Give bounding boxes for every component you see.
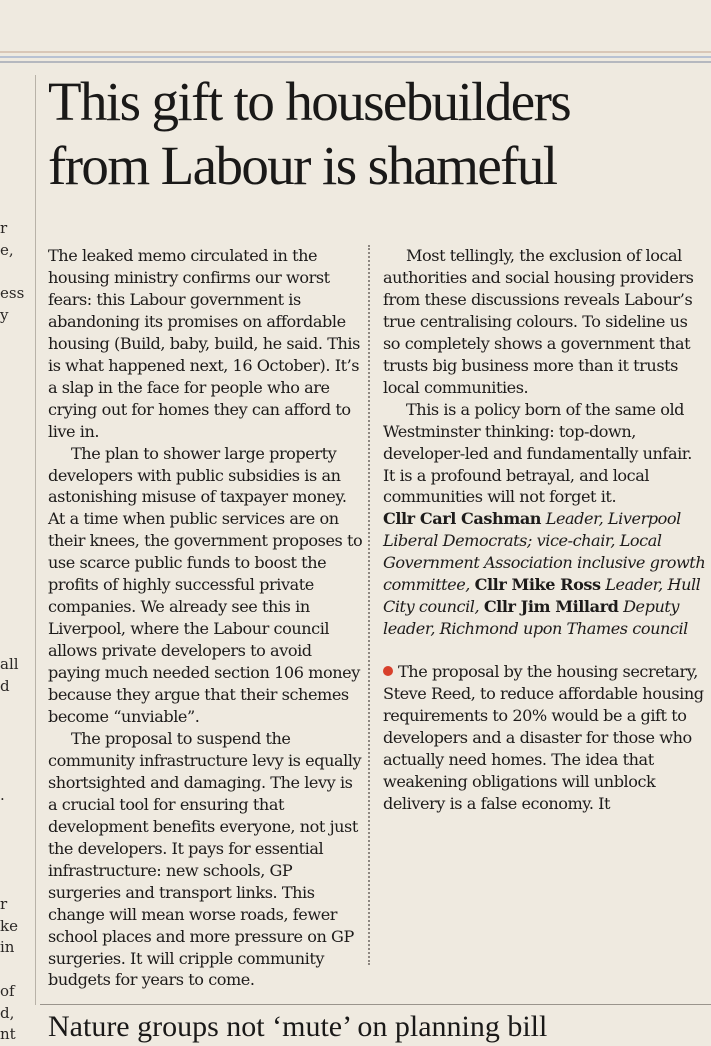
previous-column-fragment (0, 719, 24, 741)
previous-column-fragment: of (0, 981, 15, 1000)
previous-column-fragment (0, 959, 24, 981)
previous-column-fragment (0, 414, 24, 436)
previous-column-fragment (0, 567, 24, 589)
previous-column-fragment: d, (0, 1003, 15, 1022)
previous-column-fragment (0, 632, 24, 654)
previous-column-fragment: ess (0, 284, 25, 303)
previous-column-fragment (0, 589, 24, 611)
letter-column-1 (48, 245, 366, 991)
headline-line-1: This gift to housebuilders (48, 71, 571, 132)
previous-column-fragment (0, 828, 24, 850)
previous-column-fragment (0, 807, 24, 829)
article-headline (48, 70, 708, 198)
previous-column-fragment: ke (0, 916, 18, 935)
previous-column-fragment (0, 436, 24, 458)
previous-column-fragments (0, 218, 24, 1046)
previous-column-fragment (0, 741, 24, 763)
previous-column-fragment (0, 545, 24, 567)
letter2-paragraph (383, 661, 707, 815)
next-article-headline: Nature groups not ‘mute’ on planning bill (48, 1010, 548, 1043)
headline-line-2: from Labour is shameful (48, 135, 557, 196)
previous-column-fragment: all (0, 654, 19, 673)
signatory-2-role: Leader, Hull City council, (383, 575, 701, 617)
signatory-1-name: Cllr Carl Cashman (383, 509, 542, 529)
previous-column-fragment (0, 763, 24, 785)
previous-column-fragment: e, (0, 240, 14, 259)
signatory-1-role: Leader, Liverpool Liberal Democrats; vice-chair, Local Government Association inclusive growth committee, (383, 509, 706, 595)
bottom-rule (40, 1004, 711, 1005)
previous-column-fragment (0, 458, 24, 480)
letter1-paragraph-5: This is a policy born of the same old Westminster thinking: top-down, developer-led and fundamentally unfair. It is a profound betrayal, and local communities will not forget it. (383, 399, 692, 507)
previous-column-fragment (0, 392, 24, 414)
letter-column-2 (383, 245, 707, 815)
previous-column-fragment (0, 523, 24, 545)
letter1-paragraph-3: The proposal to suspend the community infrastructure levy is equally shortsighted and damaging. The levy is a crucial tool for ensuring that development benefits everyone, not just the developers. It pays for essential infrastructure: new schools, GP surgeries and transport links. This change will mean worse roads, fewer school places and more pressure on GP surgeries. It will cripple community budgets for years to come. (48, 728, 362, 990)
previous-column-fragment: . (0, 785, 5, 804)
previous-column-fragment: r (0, 219, 8, 237)
previous-column-fragment (0, 480, 24, 502)
previous-column-fragment (0, 371, 24, 393)
signatory-3-role: Deputy leader, Richmond upon Thames council (383, 597, 688, 639)
letter1-paragraph-1: The leaked memo circulated in the housing ministry confirms our worst fears: this Labour government is abandoning its promises on affordable housing (Build, baby, build, he said. This is what happened next, 16 October). It’s a slap in the face for people who are crying out for homes they can afford to live in. (48, 246, 360, 441)
letter1-signatures (383, 508, 707, 640)
red-bullet-icon (383, 666, 393, 676)
previous-column-fragment (0, 349, 24, 371)
previous-column-fragment: nt (0, 1025, 16, 1044)
previous-column-fragment: d (0, 676, 10, 695)
previous-column-fragment: r (0, 894, 8, 913)
previous-column-fragment (0, 501, 24, 523)
letter1-paragraph-2: The plan to shower large property developers with public subsidies is an astonishing misuse of taxpayer money. At a time when public services are on their knees, the government proposes to use scarce public funds to boost the profits of highly successful private companies. We already see this in Liverpool, where the Labour council allows private developers to avoid paying much needed section 106 money because they argue that their schemes become “unviable”. (48, 443, 363, 727)
previous-column-fragment (0, 850, 24, 872)
signatory-2-name: Cllr Mike Ross (474, 575, 601, 595)
letter1-paragraph-4: Most tellingly, the exclusion of local authorities and social housing providers from these discussions reveals Labour’s true centralising colours. To sideline us so completely shows a government that trusts big business more than it trusts local communities. (383, 246, 694, 397)
previous-column-fragment (0, 872, 24, 894)
previous-column-fragment (0, 327, 24, 349)
column-divider-middle (368, 245, 370, 965)
previous-column-fragment (0, 698, 24, 720)
letter2-text: The proposal by the housing secretary, Steve Reed, to reduce affordable housing requirements to 20% would be a gift to developers and a disaster for those who actually need homes. The idea that weakening obligations will unblock delivery is a false economy. It (383, 662, 704, 813)
signatory-3-name: Cllr Jim Millard (483, 597, 619, 617)
top-decorative-rule (0, 51, 711, 65)
previous-column-fragment (0, 262, 24, 284)
column-divider-left (35, 75, 36, 1005)
previous-column-fragment: y (0, 306, 9, 325)
previous-column-fragment: in (0, 938, 15, 957)
previous-column-fragment (0, 610, 24, 632)
